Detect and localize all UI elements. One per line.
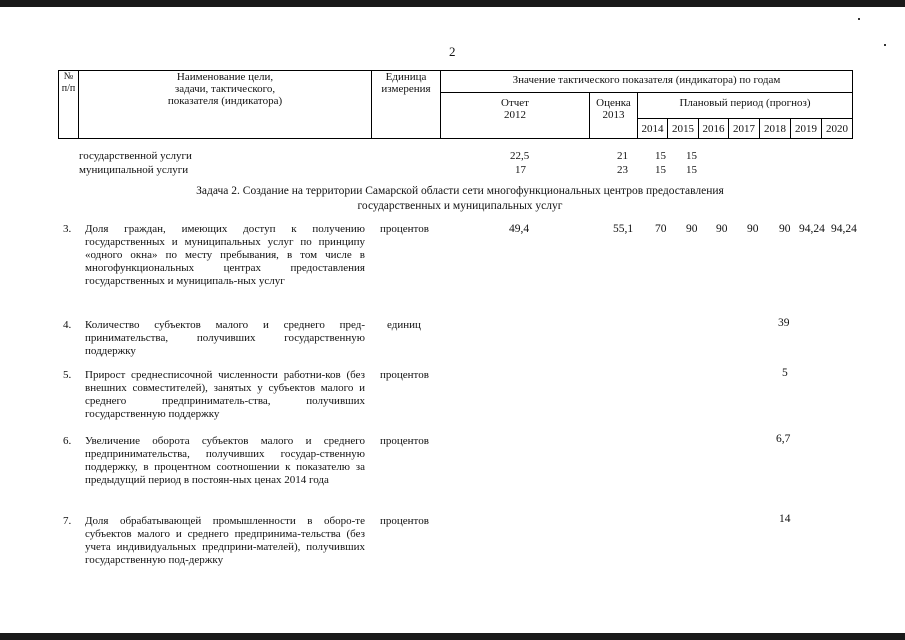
row-description: Доля граждан, имеющих доступ к получению государственных и муниципальных услуг по принципу «одного окна» по месту пребывания, в том числе в многофункциональных центрах предоставления государственных и муниципаль-ных услуг bbox=[85, 223, 365, 287]
page-number: 2 bbox=[449, 44, 456, 59]
row-number: 4. bbox=[63, 319, 72, 331]
bottom-scan-border bbox=[0, 633, 905, 640]
row-unit: процентов bbox=[380, 435, 429, 447]
header-estimate: Оценка 2013 bbox=[590, 93, 638, 139]
row-number: 5. bbox=[63, 369, 72, 381]
carry-row-2015: 15 bbox=[686, 150, 697, 162]
row-description: Количество субъектов малого и среднего пред-принимательства, получивших государственную поддержку bbox=[85, 319, 365, 357]
year-2018: 2018 bbox=[760, 119, 791, 139]
carry-row-report: 22,5 bbox=[510, 150, 530, 162]
row-2018: 90 bbox=[779, 223, 791, 235]
row-description: Доля обрабатывающей промышленности в оборо-те субъектов малого и среднего предпринима-тельства (без учета индивидуальных предприни-мателей), получивших государственную под-держку bbox=[85, 515, 365, 566]
row-unit: единиц bbox=[387, 319, 421, 331]
year-2020: 2020 bbox=[822, 119, 853, 139]
carry-row-report: 17 bbox=[515, 164, 526, 176]
header-report: Отчет 2012 bbox=[441, 93, 590, 139]
header-values-title: Значение тактического показателя (индикатора) по годам bbox=[441, 71, 853, 93]
carry-row-estimate: 23 bbox=[617, 164, 628, 176]
row-number: 3. bbox=[63, 223, 72, 235]
row-2014: 70 bbox=[655, 223, 667, 235]
header-name: Наименование цели, задачи, тактического, показателя (индикатора) bbox=[79, 71, 372, 139]
row-2015: 90 bbox=[686, 223, 698, 235]
task-heading: Задача 2. Создание на территории Самарской области сети многофункциональных центров предоставления государственных и муниципальных услуг bbox=[196, 185, 724, 212]
header-unit: Единица измерения bbox=[372, 71, 441, 139]
carry-row-2015: 15 bbox=[686, 164, 697, 176]
year-2016: 2016 bbox=[699, 119, 729, 139]
row-2018: 14 bbox=[779, 513, 791, 525]
year-2015: 2015 bbox=[668, 119, 699, 139]
indicator-table-header bbox=[58, 70, 853, 139]
scan-speck bbox=[858, 18, 860, 20]
header-plan-title: Плановый период (прогноз) bbox=[638, 93, 853, 119]
row-report: 49,4 bbox=[509, 223, 530, 235]
row-description: Прирост среднесписочной численности работни-ков (без внешних совместителей), занятых у субъектов малого и среднего предприниматель-ства, получивших государственную поддержку bbox=[85, 369, 365, 420]
row-number: 6. bbox=[63, 435, 72, 447]
row-estimate: 55,1 bbox=[613, 223, 634, 235]
carry-row-estimate: 21 bbox=[617, 150, 628, 162]
year-2017: 2017 bbox=[729, 119, 760, 139]
carry-row-2014: 15 bbox=[655, 164, 666, 176]
carry-row-label: государственной услуги bbox=[79, 150, 192, 162]
row-2018: 39 bbox=[778, 317, 790, 329]
scan-speck bbox=[884, 44, 886, 46]
header-num: № п/п bbox=[59, 71, 79, 139]
row-unit: процентов bbox=[380, 223, 429, 235]
row-2016: 90 bbox=[716, 223, 728, 235]
row-description: Увеличение оборота субъектов малого и среднего предпринимательства, получивших государ-ственную поддержку, в процентном соотношении к показателю за предыдущий период в постоян-ных ценах 2014 года bbox=[85, 435, 365, 486]
row-2019: 94,24 bbox=[799, 223, 825, 235]
row-2018: 6,7 bbox=[776, 433, 791, 445]
row-2017: 90 bbox=[747, 223, 759, 235]
year-2014: 2014 bbox=[638, 119, 668, 139]
row-number: 7. bbox=[63, 515, 72, 527]
top-scan-border bbox=[0, 0, 905, 7]
row-2018: 5 bbox=[782, 367, 788, 379]
year-2019: 2019 bbox=[791, 119, 822, 139]
row-unit: процентов bbox=[380, 515, 429, 527]
carry-row-2014: 15 bbox=[655, 150, 666, 162]
row-2020: 94,24 bbox=[831, 223, 857, 235]
row-unit: процентов bbox=[380, 369, 429, 381]
carry-row-label: муниципальной услуги bbox=[79, 164, 189, 176]
